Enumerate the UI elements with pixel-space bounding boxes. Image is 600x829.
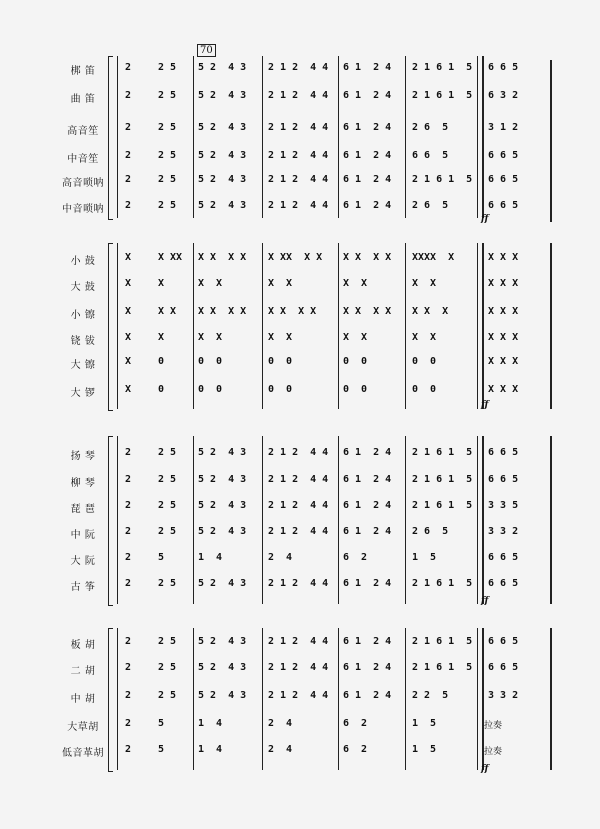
measure: 6 1 2 4 xyxy=(343,200,392,211)
measure: 6 6 5 xyxy=(488,62,519,73)
staff-row xyxy=(0,150,600,166)
measure: 1 5 xyxy=(412,744,437,755)
measure: X xyxy=(125,306,132,317)
measure: 2 1 6 1 5 xyxy=(412,62,473,73)
measure: 2 1 2 4 4 xyxy=(268,578,329,589)
measure: 6 1 2 4 xyxy=(343,578,392,589)
measure: 6 1 2 4 xyxy=(343,500,392,511)
measure: 2 5 xyxy=(158,662,177,673)
instrument-name: 梆 笛 xyxy=(70,66,96,77)
measure: X X X xyxy=(488,332,519,343)
staff-row xyxy=(0,526,600,542)
measure: 2 2 5 xyxy=(412,690,449,701)
measure: 2 5 xyxy=(158,690,177,701)
staff-row xyxy=(0,662,600,678)
measure: 6 6 5 xyxy=(488,474,519,485)
measure: 1 5 xyxy=(412,552,437,563)
measure: 6 1 2 4 xyxy=(343,90,392,101)
measure: 6 1 2 4 xyxy=(343,662,392,673)
measure: 5 2 4 3 xyxy=(198,200,247,211)
staff-row xyxy=(0,90,600,106)
measure: 6 6 5 xyxy=(488,662,519,673)
measure: 6 6 5 xyxy=(488,150,519,161)
measure: 2 1 6 1 5 xyxy=(412,636,473,647)
measure: 3 3 2 xyxy=(488,526,519,537)
staff-row xyxy=(0,744,600,760)
measure: 0 0 xyxy=(343,384,368,395)
measure: 5 2 4 3 xyxy=(198,474,247,485)
instrument-name: 琵 琶 xyxy=(70,504,96,515)
measure: 2 6 5 xyxy=(412,122,449,133)
staff-row xyxy=(0,690,600,706)
rehearsal-mark: 70 xyxy=(197,44,216,57)
measure: 6 2 xyxy=(343,718,368,729)
measure: X X X xyxy=(412,306,449,317)
measure: 2 5 xyxy=(158,474,177,485)
measure: 2 xyxy=(125,174,132,185)
measure: 6 1 2 4 xyxy=(343,174,392,185)
measure: X X X xyxy=(488,384,519,395)
measure: 2 1 6 1 5 xyxy=(412,578,473,589)
measure: 3 1 2 xyxy=(488,122,519,133)
measure: 2 4 xyxy=(268,744,293,755)
measure: 2 1 2 4 4 xyxy=(268,500,329,511)
measure: 0 xyxy=(158,384,165,395)
measure: X X xyxy=(343,332,368,343)
measure: 2 5 xyxy=(158,200,177,211)
measure: 2 xyxy=(125,500,132,511)
measure: 0 0 xyxy=(198,356,223,367)
staff-row xyxy=(0,578,600,594)
measure: 6 3 2 xyxy=(488,90,519,101)
measure: X XX X X xyxy=(268,252,323,263)
measure: 2 xyxy=(125,578,132,589)
measure: 2 xyxy=(125,150,132,161)
staff-row xyxy=(0,636,600,652)
instrument-name: 中 阮 xyxy=(70,530,96,541)
measure: X X X xyxy=(488,252,519,263)
instrument-name: 大草胡 xyxy=(67,722,99,733)
measure: 6 6 5 xyxy=(488,636,519,647)
measure: 5 xyxy=(158,744,165,755)
measure: 2 xyxy=(125,690,132,701)
measure: 5 2 4 3 xyxy=(198,90,247,101)
measure: 5 2 4 3 xyxy=(198,150,247,161)
instrument-name: 铙 钹 xyxy=(70,336,96,347)
instrument-name: 中音唢呐 xyxy=(62,204,104,215)
measure: 2 1 2 4 4 xyxy=(268,526,329,537)
measure: 2 6 5 xyxy=(412,526,449,537)
measure: 5 2 4 3 xyxy=(198,526,247,537)
measure: X X X xyxy=(488,306,519,317)
staff-row xyxy=(0,122,600,138)
measure: 6 2 xyxy=(343,744,368,755)
measure: 0 0 xyxy=(268,384,293,395)
measure: X xyxy=(158,278,165,289)
measure: 2 5 xyxy=(158,636,177,647)
instrument-name: 小 鼓 xyxy=(70,256,96,267)
measure: 6 6 5 xyxy=(488,200,519,211)
measure: X X xyxy=(198,332,223,343)
measure: X X xyxy=(158,306,177,317)
measure: X xyxy=(125,356,132,367)
measure: 2 1 6 1 5 xyxy=(412,474,473,485)
measure: X X xyxy=(198,278,223,289)
instrument-name: 二 胡 xyxy=(70,666,96,677)
measure: 2 xyxy=(125,447,132,458)
instrument-name: 大 鼓 xyxy=(70,282,96,293)
measure: 2 5 xyxy=(158,150,177,161)
measure: 6 1 2 4 xyxy=(343,447,392,458)
staff-row xyxy=(0,278,600,294)
measure: 6 6 5 xyxy=(488,447,519,458)
measure: 6 6 5 xyxy=(488,578,519,589)
measure: 2 xyxy=(125,552,132,563)
measure: 5 xyxy=(158,718,165,729)
measure: 5 2 4 3 xyxy=(198,578,247,589)
staff-row xyxy=(0,356,600,372)
staff-row xyxy=(0,500,600,516)
measure: 5 xyxy=(158,552,165,563)
staff-row xyxy=(0,447,600,463)
measure: 2 xyxy=(125,122,132,133)
measure: 2 1 2 4 4 xyxy=(268,636,329,647)
staff-row xyxy=(0,200,600,216)
measure: X X X X xyxy=(343,252,392,263)
measure: X X X xyxy=(488,278,519,289)
measure: 6 1 2 4 xyxy=(343,526,392,537)
staff-row xyxy=(0,718,600,734)
measure: 2 1 6 1 5 xyxy=(412,447,473,458)
measure: 2 xyxy=(125,200,132,211)
instrument-name: 大 镲 xyxy=(70,360,96,371)
measure: 2 xyxy=(125,744,132,755)
measure: 2 5 xyxy=(158,174,177,185)
measure: XXXX X xyxy=(412,252,455,263)
measure: 2 1 2 4 4 xyxy=(268,90,329,101)
measure: 5 2 4 3 xyxy=(198,662,247,673)
instrument-name: 古 筝 xyxy=(70,582,96,593)
instrument-name: 低音革胡 xyxy=(62,748,104,759)
staff-row xyxy=(0,552,600,568)
staff-row xyxy=(0,332,600,348)
dynamic-mark: ff xyxy=(481,764,489,774)
instrument-name: 中音笙 xyxy=(67,154,99,165)
measure: X X xyxy=(343,278,368,289)
measure: 0 0 xyxy=(343,356,368,367)
measure: 2 5 xyxy=(158,62,177,73)
measure: 2 xyxy=(125,90,132,101)
measure: 2 1 6 1 5 xyxy=(412,500,473,511)
measure: 2 4 xyxy=(268,552,293,563)
measure: X XX xyxy=(158,252,183,263)
measure: 5 2 4 3 xyxy=(198,174,247,185)
measure: 5 2 4 3 xyxy=(198,122,247,133)
measure: X X X X xyxy=(198,252,247,263)
measure: 2 5 xyxy=(158,500,177,511)
measure: X xyxy=(125,332,132,343)
system-bracket xyxy=(108,56,113,220)
measure: 2 1 2 4 4 xyxy=(268,447,329,458)
dynamic-mark: ff xyxy=(481,400,489,410)
instrument-name: 板 胡 xyxy=(70,640,96,651)
measure: 2 1 2 4 4 xyxy=(268,150,329,161)
measure: X xyxy=(125,278,132,289)
measure: 0 0 xyxy=(198,384,223,395)
measure: 2 1 2 4 4 xyxy=(268,662,329,673)
measure: X X xyxy=(268,278,293,289)
measure: 6 1 2 4 xyxy=(343,62,392,73)
measure: 0 0 xyxy=(268,356,293,367)
measure: 2 1 6 1 5 xyxy=(412,90,473,101)
measure: X X X X xyxy=(198,306,247,317)
instrument-name: 柳 琴 xyxy=(70,478,96,489)
measure: 2 xyxy=(125,662,132,673)
measure: 0 0 xyxy=(412,356,437,367)
measure: 1 5 xyxy=(412,718,437,729)
playing-technique: 拉奏 xyxy=(484,721,503,731)
measure: 2 4 xyxy=(268,718,293,729)
measure: X X X xyxy=(488,356,519,367)
measure: 2 6 5 xyxy=(412,200,449,211)
measure: 2 1 2 4 4 xyxy=(268,690,329,701)
measure: X X X X xyxy=(268,306,317,317)
measure: 2 5 xyxy=(158,526,177,537)
measure: 2 5 xyxy=(158,447,177,458)
measure: 2 5 xyxy=(158,122,177,133)
measure: 5 2 4 3 xyxy=(198,690,247,701)
measure: X X X X xyxy=(343,306,392,317)
measure: 1 4 xyxy=(198,744,223,755)
measure: 2 1 2 4 4 xyxy=(268,200,329,211)
measure: 2 1 6 1 5 xyxy=(412,662,473,673)
instrument-name: 中 胡 xyxy=(70,694,96,705)
instrument-name: 大 阮 xyxy=(70,556,96,567)
staff-row xyxy=(0,384,600,400)
measure: 6 1 2 4 xyxy=(343,690,392,701)
measure: 2 5 xyxy=(158,578,177,589)
measure: 6 1 2 4 xyxy=(343,474,392,485)
dynamic-mark: ff xyxy=(481,214,489,224)
measure: 2 1 2 4 4 xyxy=(268,174,329,185)
measure: 5 2 4 3 xyxy=(198,500,247,511)
measure: 2 xyxy=(125,526,132,537)
measure: 6 1 2 4 xyxy=(343,150,392,161)
instrument-name: 小 镲 xyxy=(70,310,96,321)
measure: 2 1 2 4 4 xyxy=(268,62,329,73)
measure: X xyxy=(125,252,132,263)
measure: 3 3 5 xyxy=(488,500,519,511)
measure: 0 xyxy=(158,356,165,367)
measure: 6 1 2 4 xyxy=(343,636,392,647)
measure: X xyxy=(125,384,132,395)
instrument-name: 高音唢呐 xyxy=(62,178,104,189)
staff-row xyxy=(0,174,600,190)
measure: 2 xyxy=(125,62,132,73)
staff-row xyxy=(0,474,600,490)
instrument-name: 曲 笛 xyxy=(70,94,96,105)
measure: 6 6 5 xyxy=(488,552,519,563)
measure: 6 2 xyxy=(343,552,368,563)
measure: 2 1 6 1 5 xyxy=(412,174,473,185)
measure: 6 1 2 4 xyxy=(343,122,392,133)
measure: X xyxy=(158,332,165,343)
instrument-name: 高音笙 xyxy=(67,126,99,137)
measure: 2 1 2 4 4 xyxy=(268,122,329,133)
instrument-name: 大 锣 xyxy=(70,388,96,399)
staff-row xyxy=(0,252,600,268)
dynamic-mark: ff xyxy=(481,596,489,606)
instrument-name: 扬 琴 xyxy=(70,451,96,462)
measure: 1 4 xyxy=(198,718,223,729)
final-barline xyxy=(550,60,552,222)
staff-row xyxy=(0,306,600,322)
measure: 2 xyxy=(125,474,132,485)
measure: 2 xyxy=(125,636,132,647)
measure: X X xyxy=(412,332,437,343)
playing-technique: 拉奏 xyxy=(484,747,503,757)
measure: 5 2 4 3 xyxy=(198,447,247,458)
measure: 5 2 4 3 xyxy=(198,62,247,73)
measure: 3 3 2 xyxy=(488,690,519,701)
staff-row xyxy=(0,62,600,78)
measure: 0 0 xyxy=(412,384,437,395)
measure: 1 4 xyxy=(198,552,223,563)
measure: X X xyxy=(268,332,293,343)
measure: 2 xyxy=(125,718,132,729)
measure: X X xyxy=(412,278,437,289)
measure: 6 6 5 xyxy=(488,174,519,185)
measure: 5 2 4 3 xyxy=(198,636,247,647)
measure: 6 6 5 xyxy=(412,150,449,161)
measure: 2 5 xyxy=(158,90,177,101)
measure: 2 1 2 4 4 xyxy=(268,474,329,485)
